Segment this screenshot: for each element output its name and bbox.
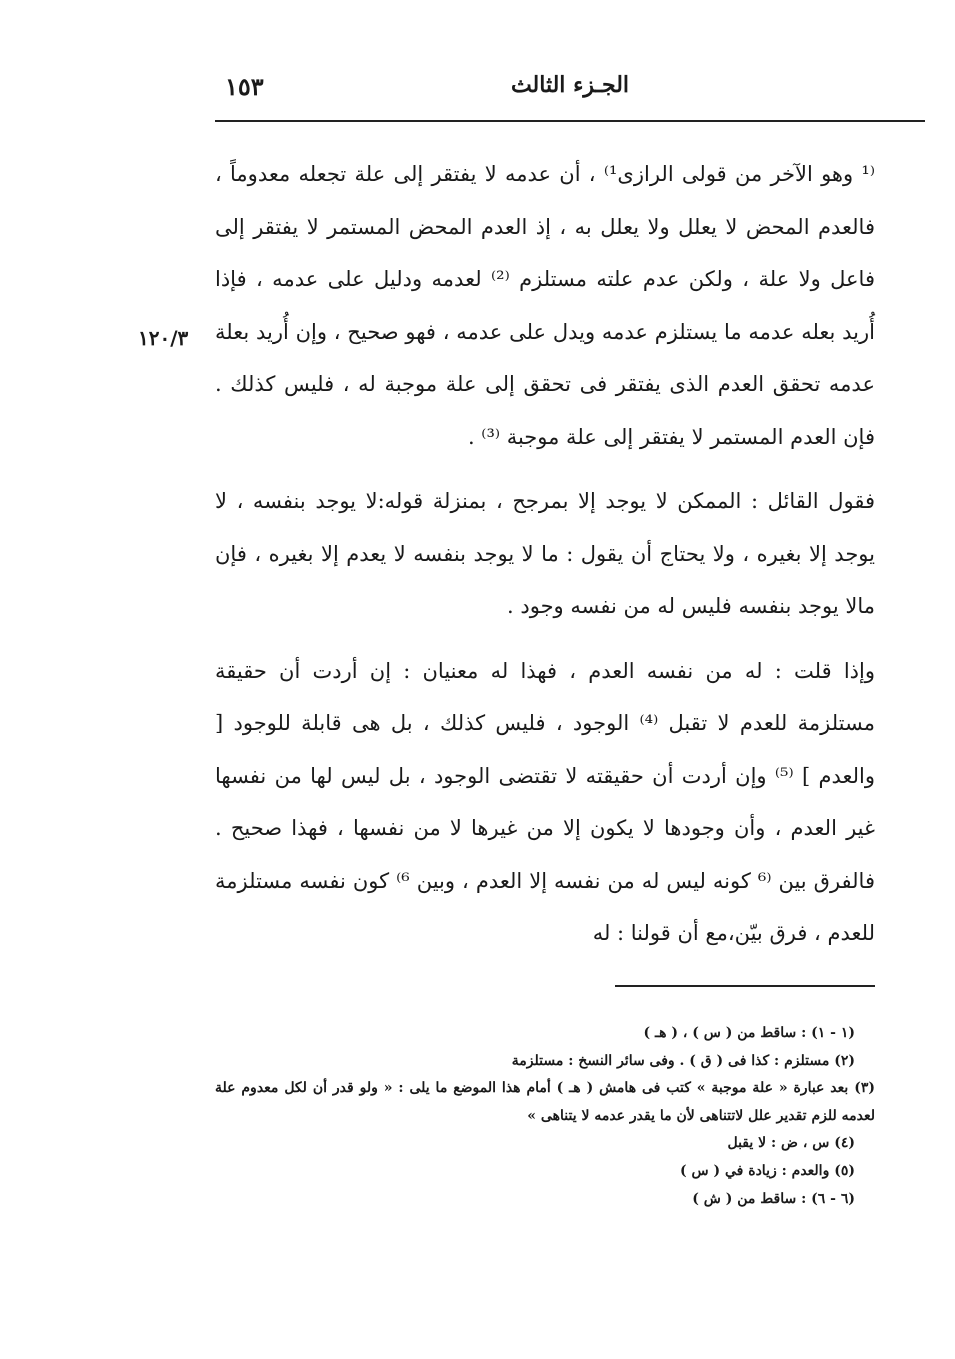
- margin-reference: ١٢٠/٣: [138, 326, 189, 350]
- footnote-rule: [615, 985, 875, 987]
- page-header: [215, 66, 925, 116]
- footnote-2: (٢) مستلزم : كذا فى ( ق ) . وفى سائر النسخ : مستلزمة: [511, 1052, 855, 1069]
- footnote-6: (٦ - ٦) : ساقط من ( ش ): [692, 1190, 855, 1207]
- header-rule: [215, 120, 925, 122]
- paragraph-1: ⁽¹ وهو الآخر من قولى الرازى¹⁾ ، أن عدمه لا يفتقر إلى علة تجعله معدوماً ، فالعدم المحض لا يعلل ولا يعلل به ، إذ العدم المحض المستمر لا يفتقر إلى فاعل ولا علة ، ولكن عدم علته مستلزم ⁽²⁾ لعدمه ودليل على عدمه ، فإذا أُريد بعله عدمه ما يستلزم عدمه ويدل على عدمه ، فهو صحيح ، وإن أُريد بعلة عدمه تحقق العدم الذى يفتقر فى تحقق إلى علة موجبة له ، فليس كذلك . فإن العدم المستمر لا يفتقر إلى علة موجبة ⁽³⁾ .: [215, 162, 875, 449]
- footnote-1: (١ - ١) : ساقط من ( س ) ، ( هـ ): [643, 1025, 855, 1041]
- page-number: ١٥٣: [225, 72, 264, 101]
- paragraph-2: فقول القائل : الممكن لا يوجد إلا بمرجح ، بمنزلة قوله:لا يوجد بنفسه ، لا يوجد إلا بغيره ، ولا يحتاج أن يقول : ما لا يوجد بنفسه لا يعدم إلا بغيره ، فإن مالا يوجد بنفسه فليس له من نفسه وجود .: [215, 489, 875, 618]
- footnote-3: (٣) بعد عبارة « علة موجبة » كتب فى هامش ( هـ ) أمام هذا الموضع ما يلى : « ولو قدر أن لكل معدوم علة لعدمه للزم تقدير علل لاتتناهى لأن ما يقدر عدمه لا يتناهى »: [215, 1080, 875, 1124]
- footnotes: [215, 1020, 875, 1213]
- footnote-4: (٤) س ، ض : لا يقبل: [727, 1135, 855, 1152]
- footnote-5: (٥) والعدم : زيادة في ( س ): [680, 1162, 855, 1179]
- running-title: الجـزء الثالث: [510, 72, 630, 98]
- main-text: [215, 148, 875, 960]
- paragraph-3: وإذا قلت : له من نفسه العدم ، فهذا له معنيان : إن أردت أن حقيقة مستلزمة للعدم لا تقبل ⁽⁴⁾ الوجود ، فليس كذلك ، بل هى قابلة للوجود [ والعدم ] ⁽⁵⁾ وإن أردت أن حقيقته لا تقتضى الوجود ، بل ليس لها من نفسها غير العدم ، وأن وجودها لا يكون إلا من غيرها لا من نفسها ، فهذا صحيح . فالفرق بين ⁽⁶ كونه ليس له من نفسه إلا العدم ، وبين ⁶⁾ كون نفسه مستلزمة للعدم ، فرق بيّن،مع أن قولنا : له: [215, 658, 875, 945]
